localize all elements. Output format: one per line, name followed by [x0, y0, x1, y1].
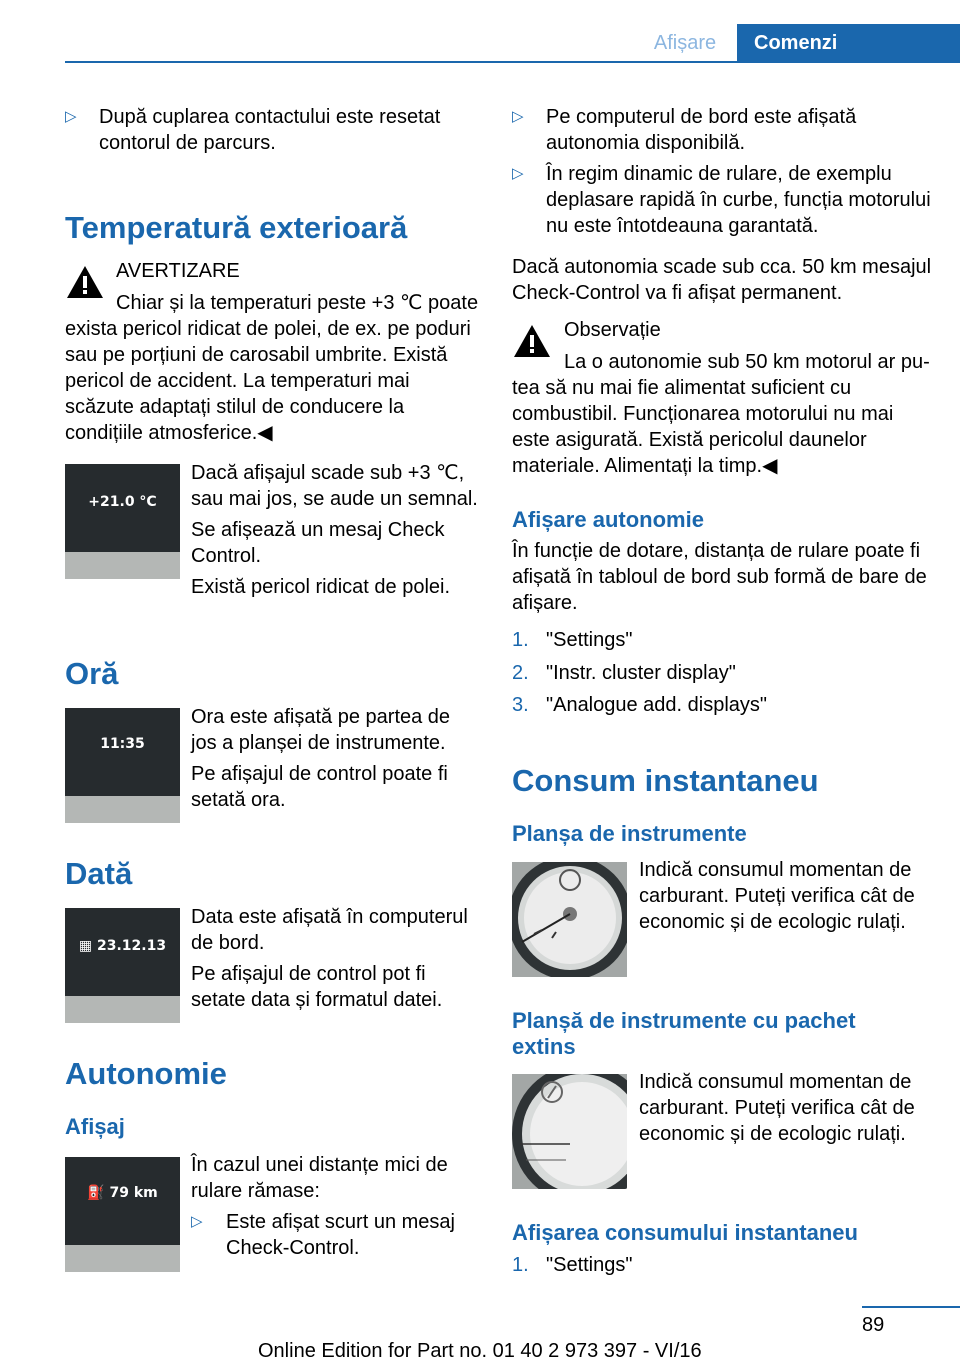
range-permanent-text: Dacă autonomia scade sub cca. 50 km mesajul Check-Control va fi afișat permanent.: [512, 256, 932, 304]
cluster-heading: Planșa de instrumente: [512, 821, 747, 846]
range-display-heading: Afișare autonomie: [512, 507, 704, 532]
temperature-readout: +21.0 °C: [88, 494, 157, 510]
step-text: "Analogue add. displays": [546, 694, 768, 716]
edition-text: Online Edition for Part no. 01 40 2 973 397 - VI/16: [258, 1340, 702, 1362]
range-paragraph: În cazul unei distanțe mici de rulare rămase:: [191, 1154, 448, 1202]
extended-cluster-paragraph: Indică consumul momentan de carburant. Puteți verifica cât de economic și de ecologic rulați.: [639, 1071, 915, 1145]
footer-divider: [862, 1306, 960, 1308]
right-bullet-2: În regim dinamic de rulare, de exemplu deplasare rapidă în curbe, funcția motorului nu este întotdeauna garantată.: [546, 163, 931, 237]
step-text: "Settings": [546, 629, 633, 651]
cluster-paragraph: Indică consumul momentan de carburant. Puteți verifica cât de economic și de ecologic rulați.: [639, 859, 915, 933]
temp-paragraph-3: Există pericol ridicat de polei.: [191, 576, 451, 598]
right-bullet-1: Pe computerul de bord este afișată autonomia disponibilă.: [546, 106, 857, 154]
time-paragraph-1: Ora este afișată pe partea de jos a planșei de instrumente.: [191, 706, 451, 754]
time-display-image: [65, 708, 180, 823]
warning-title: AVERTIZARE: [116, 260, 240, 282]
extended-cluster-heading: Planșă de instrumente cu pachet extins: [512, 1008, 856, 1059]
range-readout: ⛽ 79 km: [87, 1185, 158, 1201]
bullet-reset-text: După cuplarea contactului este resetat contorul de parcurs.: [99, 106, 441, 154]
note-title: Observație: [564, 319, 661, 341]
date-paragraph-1: Data este afișată în computerul de bord.: [191, 906, 468, 954]
fuel-pump-icon: ⛽: [87, 1185, 110, 1201]
range-heading: Autonomie: [65, 1056, 227, 1091]
page-number: 89: [862, 1314, 885, 1336]
calendar-icon: ▦: [78, 938, 97, 954]
note-text: tea să nu mai fie alimentat suficient cu combustibil. Funcționarea motorului nu mai este asigurată. Există pericolul daunelor materiale. Alimentați la timp.◀: [512, 377, 894, 477]
date-paragraph-2: Pe afișajul de control pot fi setate data și formatul datei.: [191, 963, 443, 1011]
time-heading: Oră: [65, 656, 119, 691]
range-display-paragraph: În funcție de dotare, distanța de rulare poate fi afișată în tabloul de bord sub formă de bare de afișare.: [512, 540, 927, 614]
range-subheading: Afișaj: [65, 1114, 125, 1139]
temp-paragraph-2: Se afișează un mesaj Check Control.: [191, 519, 445, 567]
step-number: 1.: [512, 629, 529, 651]
time-readout: 11:35: [100, 736, 145, 752]
tab-display[interactable]: Afișare: [653, 32, 717, 54]
extended-gauge-image: [512, 1074, 627, 1189]
temperature-display-image: [65, 464, 180, 579]
note-first-line: La o autonomie sub 50 km motorul ar pu-: [564, 351, 930, 373]
date-display-image: [65, 908, 180, 1023]
consumption-gauge-image: [512, 862, 627, 977]
bullet-triangle-icon: ▷: [65, 108, 77, 125]
step-text: "Instr. cluster display": [546, 662, 736, 684]
warning-triangle-icon: [65, 264, 105, 300]
date-readout: ▦ 23.12.13: [78, 938, 167, 954]
header-divider: [65, 61, 960, 63]
warning-text: exista pericol ridicat de polei, de ex. pe poduri sau pe porțiuni de carosabil umbrite. Există pericol de accident. La temperaturi mai scăzute adaptați stilul de conducere la condițiile atmosferice.◀: [65, 318, 471, 444]
temperature-heading: Temperatură exterioară: [65, 210, 408, 245]
bullet-triangle-icon: ▷: [512, 165, 524, 182]
step-number: 2.: [512, 662, 529, 684]
tab-controls[interactable]: Comenzi: [737, 24, 960, 62]
range-display-image: [65, 1157, 180, 1272]
range-bullet-text: Este afișat scurt un mesaj Check-Control.: [226, 1211, 455, 1259]
step-text: "Settings": [546, 1254, 633, 1276]
temp-paragraph-1: Dacă afișajul scade sub +3 ℃, sau mai jos, se aude un semnal.: [191, 462, 478, 510]
date-heading: Dată: [65, 856, 133, 891]
show-consumption-heading: Afișarea consumului instantaneu: [512, 1220, 858, 1245]
bullet-triangle-icon: ▷: [191, 1213, 203, 1230]
step-number: 1.: [512, 1254, 529, 1276]
warning-first-line: Chiar și la temperaturi peste +3 ℃ poate: [116, 292, 479, 314]
bullet-triangle-icon: ▷: [512, 108, 524, 125]
step-number: 3.: [512, 694, 529, 716]
time-paragraph-2: Pe afișajul de control poate fi setată ora.: [191, 763, 448, 811]
warning-triangle-icon: [512, 323, 552, 359]
consumption-heading: Consum instantaneu: [512, 763, 819, 798]
